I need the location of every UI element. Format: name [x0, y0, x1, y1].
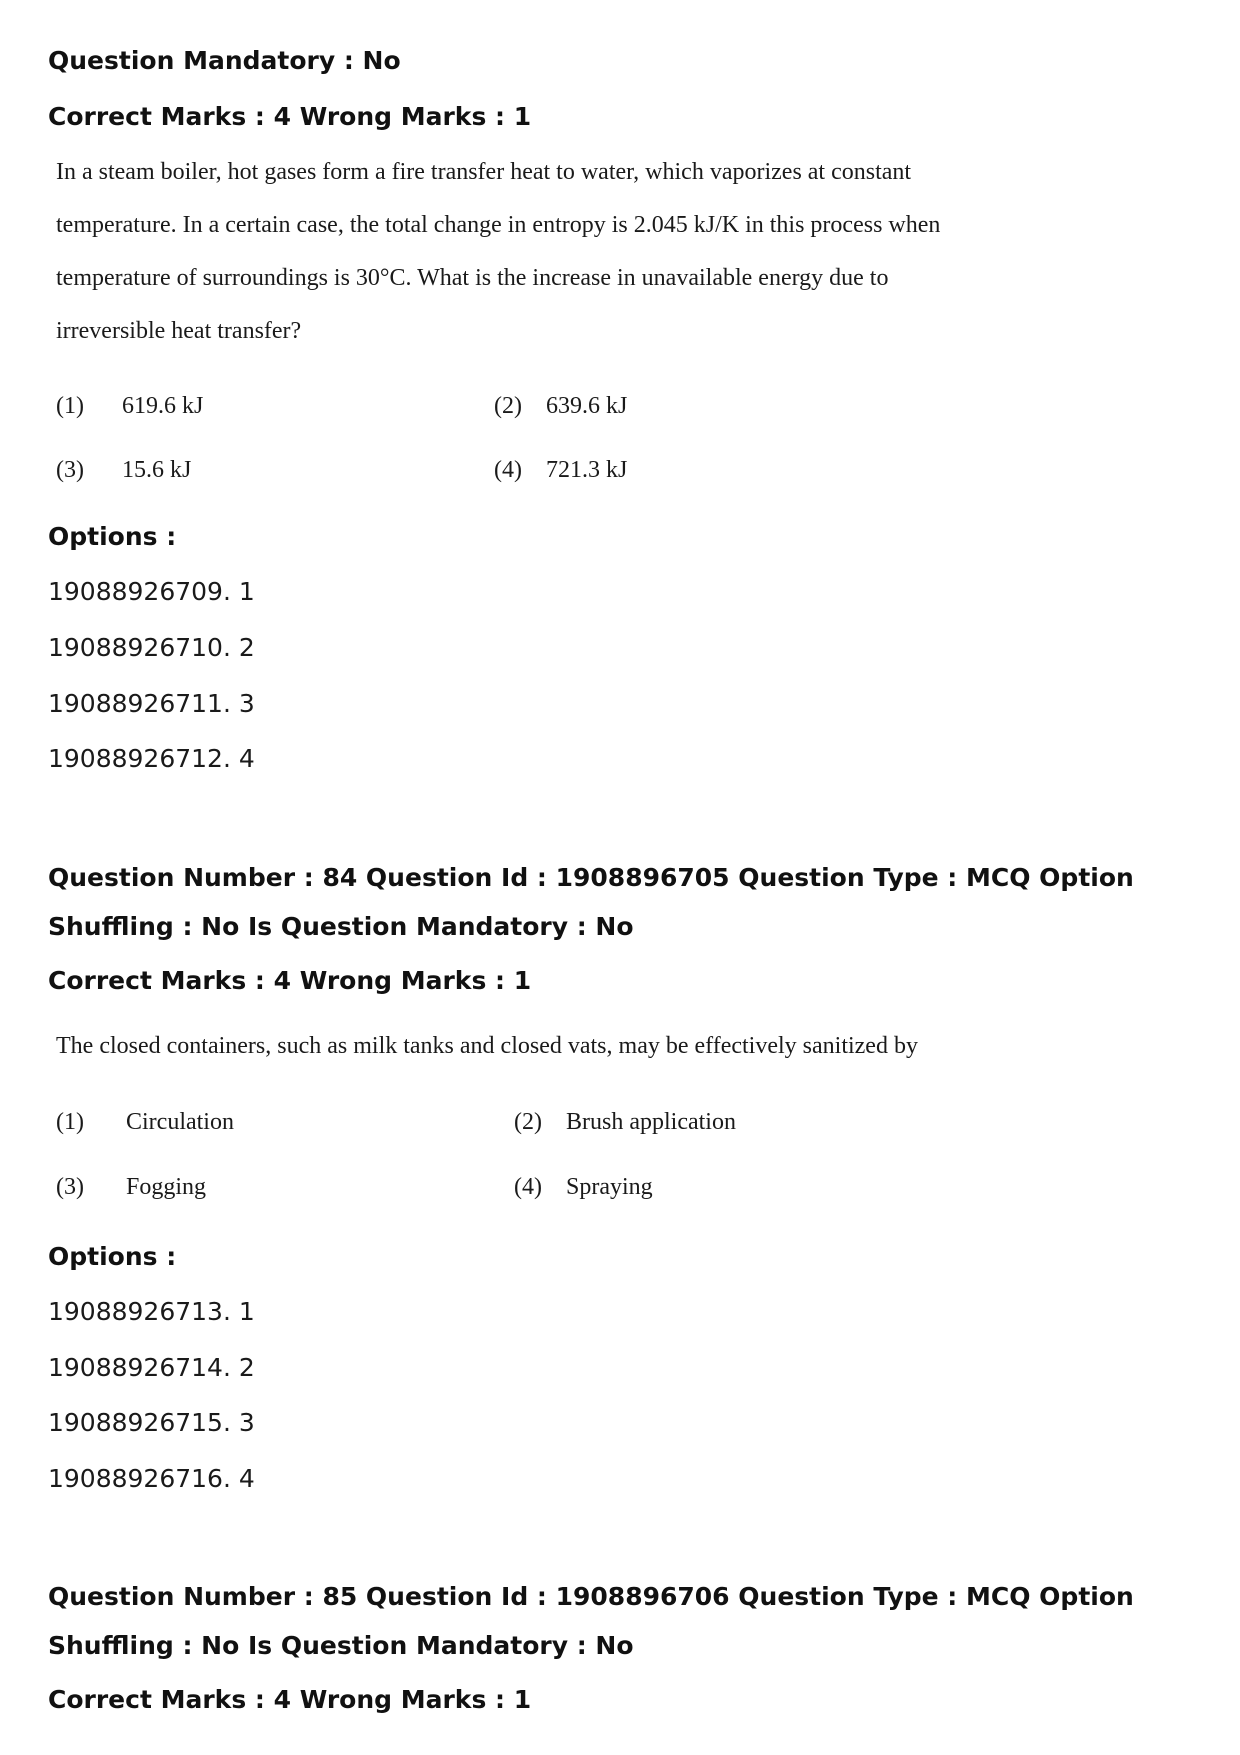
choice-number: (1) — [56, 1109, 84, 1135]
choice-4 — [494, 454, 627, 486]
choice-text: Circulation — [126, 1109, 234, 1135]
choice-text: Brush application — [566, 1109, 736, 1135]
question-text: In a steam boiler, hot gases form a fire transfer heat to water, which vaporizes at constant temperature. In a certain case, the total change in entropy is 2.045 kJ/K in this process when temperature of surroundings is 30°C. What is the increase in unavailable energy due to irreversible heat transfer? — [56, 159, 941, 344]
choice-3 — [56, 454, 191, 486]
choice-text: Fogging — [126, 1174, 207, 1200]
choice-1 — [56, 390, 203, 422]
choice-1 — [56, 1106, 234, 1138]
choice-text: 639.6 kJ — [546, 393, 628, 419]
option-item: 19088926713. 1 — [48, 1297, 255, 1326]
question-text: The closed containers, such as milk tanks and closed vats, may be effectively sanitized by — [56, 1033, 918, 1059]
choice-number: (3) — [56, 457, 84, 483]
marks-line: Correct Marks : 4 Wrong Marks : 1 — [48, 102, 532, 131]
option-item: 19088926714. 2 — [48, 1353, 255, 1382]
choice-4 — [514, 1171, 653, 1203]
choice-number: (3) — [56, 1174, 84, 1200]
option-item: 19088926715. 3 — [48, 1408, 255, 1437]
marks-line: Correct Marks : 4 Wrong Marks : 1 — [48, 1685, 532, 1714]
choice-text: 15.6 kJ — [122, 457, 192, 483]
question-mandatory: Question Mandatory : No — [48, 46, 401, 75]
option-item: 19088926712. 4 — [48, 744, 255, 773]
choice-number: (4) — [494, 457, 522, 483]
marks-line: Correct Marks : 4 Wrong Marks : 1 — [48, 966, 532, 995]
choice-number: (4) — [514, 1174, 542, 1200]
choice-2 — [494, 390, 627, 422]
option-item: 19088926716. 4 — [48, 1464, 255, 1493]
option-item: 19088926710. 2 — [48, 633, 255, 662]
question-header: Question Number : 85 Question Id : 1908896706 Question Type : MCQ Option Shuffling : No Is Question Mandatory : No — [48, 1582, 1134, 1660]
option-item: 19088926709. 1 — [48, 577, 255, 606]
options-label: Options : — [48, 522, 177, 551]
choice-2 — [514, 1106, 736, 1138]
choice-text: 721.3 kJ — [546, 457, 628, 483]
options-label: Options : — [48, 1242, 177, 1271]
choice-number: (2) — [494, 393, 522, 419]
choice-number: (2) — [514, 1109, 542, 1135]
option-item: 19088926711. 3 — [48, 689, 255, 718]
choice-text: 619.6 kJ — [122, 393, 204, 419]
choice-number: (1) — [56, 393, 84, 419]
choice-text: Spraying — [566, 1174, 653, 1200]
question-header: Question Number : 84 Question Id : 1908896705 Question Type : MCQ Option Shuffling : No Is Question Mandatory : No — [48, 863, 1134, 941]
choice-3 — [56, 1171, 206, 1203]
